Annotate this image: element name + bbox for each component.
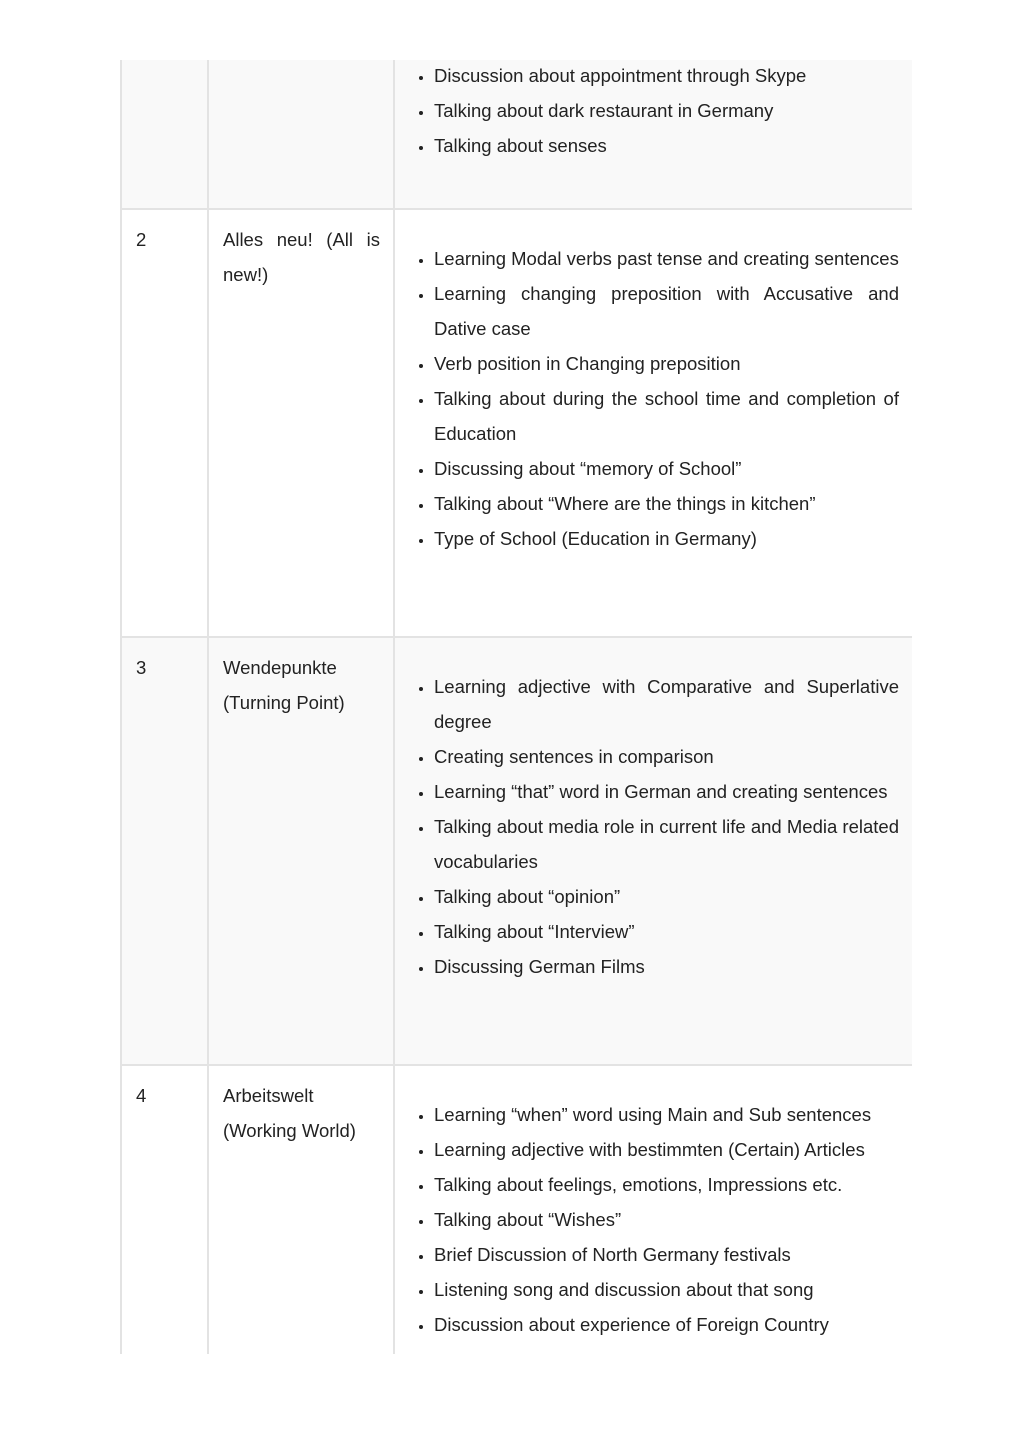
- unit-number-cell: [121, 1065, 208, 1354]
- list-item: • Learning Modal verbs past tense and creating sentences: [434, 241, 899, 276]
- content-list: [409, 60, 899, 163]
- list-item: • Discussing German Films: [434, 949, 899, 984]
- list-item: • Learning adjective with bestimmten (Certain) Articles: [434, 1132, 899, 1167]
- unit-topic-cell: [208, 637, 394, 1065]
- list-item: • Learning changing preposition with Accusative and Dative case: [434, 276, 899, 346]
- list-item: • Learning “when” word using Main and Sub sentences: [434, 1097, 899, 1132]
- unit-topic: Alles neu! (All is new!): [223, 229, 380, 285]
- unit-content-cell: [394, 60, 912, 209]
- unit-number: 4: [136, 1085, 147, 1106]
- unit-content-cell: [394, 637, 912, 1065]
- table-row: [121, 1065, 912, 1354]
- list-item: • Learning adjective with Comparative and Superlative degree: [434, 669, 899, 739]
- table-row: [121, 637, 912, 1065]
- list-item: • Talking about dark restaurant in Germany: [434, 93, 899, 128]
- syllabus-table-wrapper: [120, 60, 912, 1354]
- list-item: • Talking about during the school time and completion of Education: [434, 381, 899, 451]
- unit-number-cell: [121, 637, 208, 1065]
- unit-number-cell: [121, 60, 208, 209]
- unit-content-cell: [394, 209, 912, 637]
- list-item: • Brief Discussion of North Germany festivals: [434, 1237, 899, 1272]
- list-item: • Verb position in Changing preposition: [434, 346, 899, 381]
- list-item: • Talking about “Interview”: [434, 914, 899, 949]
- list-item: • Discussing about “memory of School”: [434, 451, 899, 486]
- unit-number: 2: [136, 229, 147, 250]
- content-list: [409, 669, 899, 984]
- syllabus-table: [120, 60, 912, 1354]
- unit-number: 3: [136, 657, 147, 678]
- unit-content-cell: [394, 1065, 912, 1354]
- list-item: • Talking about media role in current life and Media related vocabularies: [434, 809, 899, 879]
- unit-topic-cell: [208, 1065, 394, 1354]
- list-item: • Learning “that” word in German and creating sentences: [434, 774, 899, 809]
- list-item: • Discussion about experience of Foreign Country: [434, 1307, 899, 1342]
- list-item: • Talking about senses: [434, 128, 899, 163]
- list-item: • Talking about feelings, emotions, Impressions etc.: [434, 1167, 899, 1202]
- unit-topic-cell: [208, 60, 394, 209]
- list-item: • Listening song and discussion about that song: [434, 1272, 899, 1307]
- list-item: • Talking about “Wishes”: [434, 1202, 899, 1237]
- list-item: • Creating sentences in comparison: [434, 739, 899, 774]
- unit-topic: Arbeitswelt (Working World): [223, 1085, 356, 1141]
- list-item: • Talking about “Where are the things in kitchen”: [434, 486, 899, 521]
- unit-topic-cell: [208, 209, 394, 637]
- unit-topic: Wendepunkte (Turning Point): [223, 657, 345, 713]
- list-item: • Discussion about appointment through Skype: [434, 60, 899, 93]
- table-row: [121, 209, 912, 637]
- table-row: [121, 60, 912, 209]
- unit-number-cell: [121, 209, 208, 637]
- content-list: [409, 241, 899, 556]
- content-list: [409, 1097, 899, 1342]
- list-item: • Talking about “opinion”: [434, 879, 899, 914]
- list-item: • Type of School (Education in Germany): [434, 521, 899, 556]
